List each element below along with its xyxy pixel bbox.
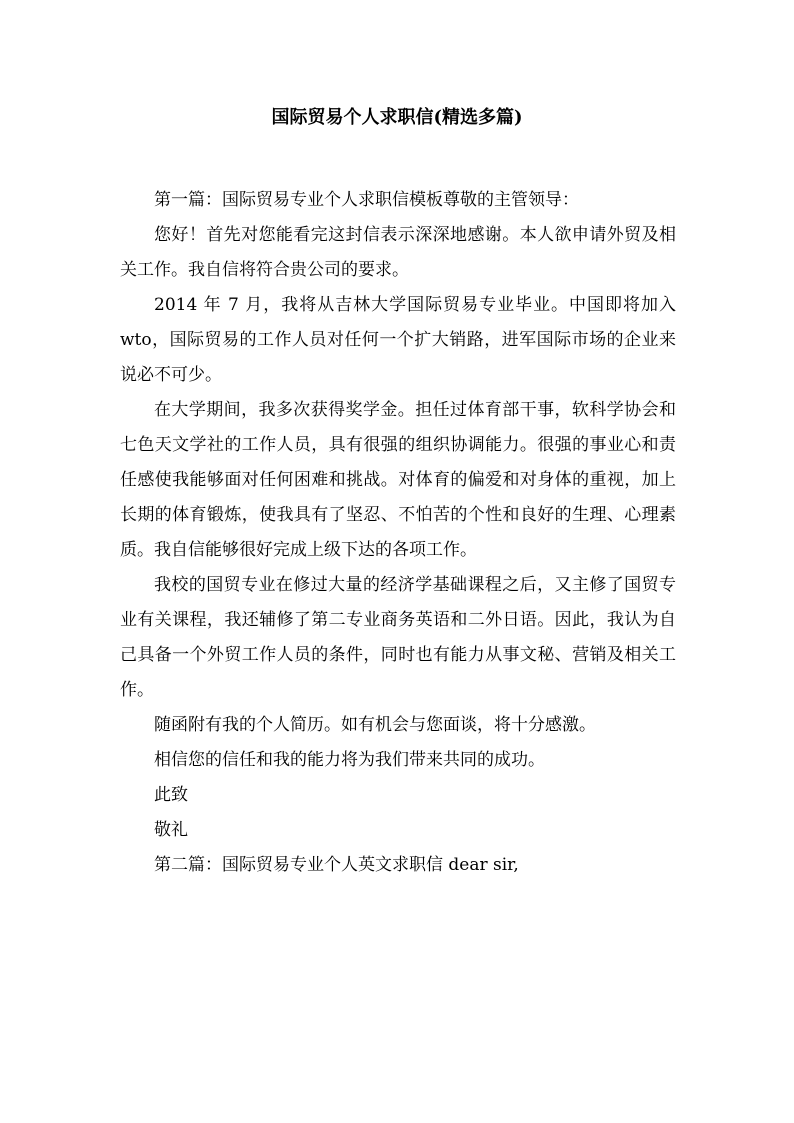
paragraph-university-life: 在大学期间，我多次获得奖学金。担任过体育部干事，软科学协会和七色天文学社的工作人员，具有很强的组织协调能力。很强的事业心和责任感使我能够面对任何困难和挑战。对体育的偏爱和对身体的重视，加上长期的体育锻炼，使我具有了坚忍、不怕苦的个性和良好的生理、心理素质。我自信能够很好完成上级下达的各项工作。: [120, 400, 676, 560]
paragraph-courses: 我校的国贸专业在修过大量的经济学基础课程之后，又主修了国贸专业有关课程，我还辅修了第二专业商务英语和二外日语。因此，我认为自己具备一个外贸工作人员的条件，同时也有能力从事文秘、营销及相关工作。: [120, 575, 676, 700]
section-heading-2: 第二篇：国际贸易专业个人英文求职信 dear sir,: [154, 855, 519, 875]
paragraph-closing: 相信您的信任和我的能力将为我们带来共同的成功。: [154, 750, 545, 770]
salutation-jingli: 敬礼: [154, 820, 188, 840]
paragraph-resume: 随函附有我的个人简历。如有机会与您面谈，将十分感激。: [154, 715, 596, 735]
paragraph-greeting: 您好！首先对您能看完这封信表示深深地感谢。本人欲申请外贸及相关工作。我自信将符合贵公司的要求。: [120, 225, 676, 280]
document-body: [120, 183, 676, 883]
document-title: 国际贸易个人求职信(精选多篇): [271, 107, 523, 128]
section-heading-1: 第一篇：国际贸易专业个人求职信模板尊敬的主管领导：: [154, 190, 579, 210]
salutation-cizhi: 此致: [154, 785, 188, 805]
paragraph-graduation: 2014 年 7 月，我将从吉林大学国际贸易专业毕业。中国即将加入 wto，国际贸易的工作人员对任何一个扩大销路，进军国际市场的企业来说必不可少。: [120, 295, 676, 385]
